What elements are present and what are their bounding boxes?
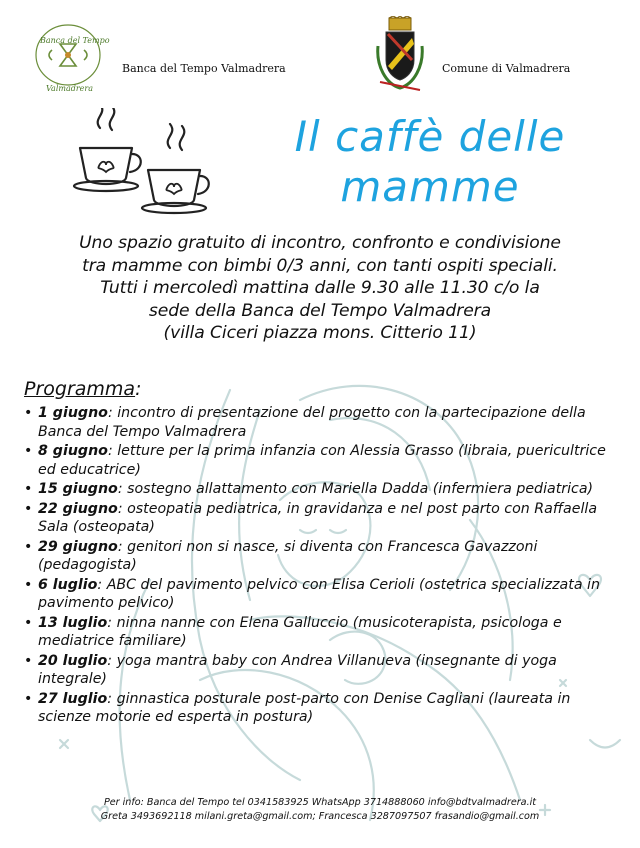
item-date: 8 giugno <box>38 443 108 459</box>
banca-del-tempo-logo-icon <box>28 20 108 90</box>
bullet: • <box>24 576 33 593</box>
item-date: 29 giugno <box>38 538 118 555</box>
item-text: : ninna nanne con Elena Galluccio (musicoterapista, psicologa e mediatrice familiare) <box>38 614 562 649</box>
intro-line: (villa Ciceri piazza mons. Citterio 11) <box>163 323 477 343</box>
list-item <box>24 404 624 441</box>
footer-line-2: Greta 3493692118 milani.greta@gmail.com; Francesca 3287097507 frasandio@gmail.com <box>100 811 540 822</box>
comune-name: Comune di Valmadrera <box>442 62 571 75</box>
item-text: : yoga mantra baby con Andrea Villanueva (insegnante di yoga integrale) <box>38 652 557 687</box>
header <box>0 14 640 94</box>
bullet: • <box>24 690 33 707</box>
bullet: • <box>24 405 33 421</box>
logo-text-top: Banca del Tempo <box>40 36 110 45</box>
contact-footer <box>0 796 640 824</box>
list-item <box>24 500 624 537</box>
program-list <box>24 404 624 728</box>
list-item <box>24 442 624 479</box>
intro-line: tra mamme con bimbi 0/3 anni, con tanti ospiti speciali. <box>82 255 558 276</box>
item-text: : letture per la prima infanzia con Alessia Grasso (libraia, puericultrice ed educatrice) <box>38 443 606 478</box>
bullet: • <box>24 443 33 459</box>
title-line-2: mamme <box>340 162 520 211</box>
item-text: : osteopatia pediatrica, in gravidanza e nel post parto con Raffaella Sala (osteopata) <box>38 500 598 535</box>
page-title <box>240 112 620 212</box>
item-text: : sostegno allattamento con Mariella Dadda (infermiera pediatrica) <box>117 481 594 497</box>
intro-line: Uno spazio gratuito di incontro, confronto e condivisione <box>79 233 561 253</box>
list-item <box>24 690 624 727</box>
list-item <box>24 576 624 613</box>
item-date: 13 luglio <box>38 614 108 631</box>
comune-crest-icon <box>370 16 430 94</box>
program-heading <box>24 378 141 400</box>
bullet: • <box>24 538 33 555</box>
list-item <box>24 480 624 499</box>
intro-text <box>12 232 628 345</box>
banca-del-tempo-name: Banca del Tempo Valmadrera <box>122 62 286 75</box>
item-date: 22 giugno <box>38 500 118 517</box>
logo-text-bottom: Valmadrera <box>46 84 93 93</box>
list-item <box>24 538 624 575</box>
item-date: 20 luglio <box>38 652 108 669</box>
list-item <box>24 614 624 651</box>
bullet: • <box>24 481 33 497</box>
bullet: • <box>24 652 33 669</box>
item-date: 6 luglio <box>38 576 98 593</box>
item-text: : ginnastica posturale post-parto con Denise Cagliani (laureata in scienze motorie ed esperta in postura) <box>38 690 571 725</box>
item-text: : genitori non si nasce, si diventa con Francesca Gavazzoni (pedagogista) <box>38 538 538 573</box>
intro-line: sede della Banca del Tempo Valmadrera <box>148 300 492 321</box>
list-item <box>24 652 624 689</box>
program-heading-text: Programma <box>24 378 136 400</box>
item-text: : incontro di presentazione del progetto con la partecipazione della Banca del Tempo Valmadrera <box>38 405 586 440</box>
item-date: 15 giugno <box>38 481 118 497</box>
program-heading-colon: : <box>135 378 142 400</box>
footer-line-1: Per info: Banca del Tempo tel 0341583925 WhatsApp 3714888060 info@bdtvalmadrera.it <box>103 797 537 808</box>
coffee-cups-icon <box>70 108 210 218</box>
title-line-1: Il caffè delle <box>294 112 566 161</box>
item-date: 1 giugno <box>38 405 108 421</box>
intro-line: Tutti i mercoledì mattina dalle 9.30 alle 11.30 c/o la <box>100 278 540 298</box>
bullet: • <box>24 614 33 631</box>
item-text: : ABC del pavimento pelvico con Elisa Cerioli (ostetrica specializzata in pavimento pelvico) <box>38 576 600 611</box>
item-date: 27 luglio <box>38 690 108 707</box>
bullet: • <box>24 500 33 517</box>
